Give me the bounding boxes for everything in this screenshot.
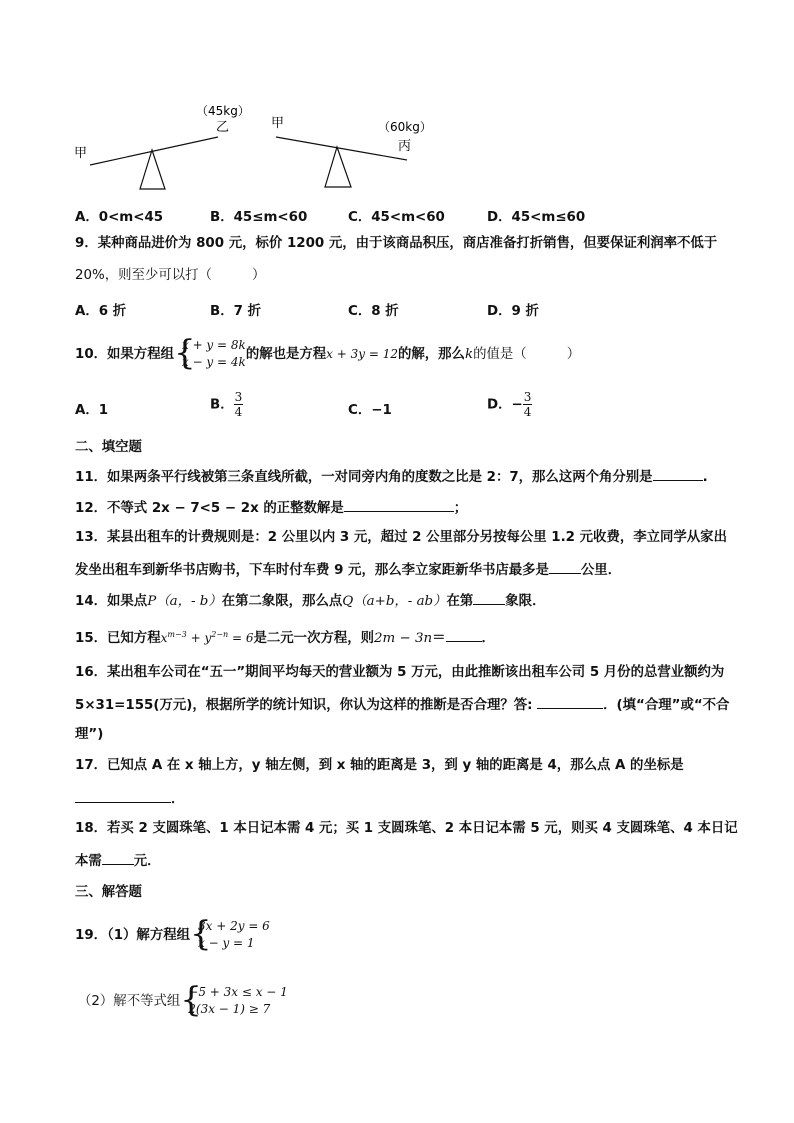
q9-line2: 20%，则至少可以打（ ） [75, 268, 266, 283]
q15-equation [161, 631, 254, 645]
fraction-denominator: 4 [523, 405, 532, 419]
q8-option-b: B．45≤m<60 [210, 210, 308, 225]
q10-suffix: 的值是（ ） [473, 347, 581, 362]
q10-eq2: x − y = 4k [181, 355, 246, 369]
q19-p1-eq2: x − y = 1 [198, 936, 255, 950]
q14-line [75, 590, 545, 612]
q16-line2-end: ．(填“合理”或“不合 [603, 698, 730, 713]
q11-text: 11．如果两条平行线被第三条直线所截，一对同旁内角的度数之比是 2：7，那么这两个角分别是 [75, 470, 653, 485]
q11-answer-blank[interactable] [653, 466, 703, 481]
q19-p2-eq1: −5 + 3x ≤ x − 1 [188, 985, 288, 999]
q11-end: . [702, 470, 708, 485]
fraction-numerator: 3 [234, 390, 243, 404]
q15-end2: ． [481, 631, 495, 646]
q15-mid: 是二元一次方程，则 [253, 631, 375, 646]
q13-line2-end: 公里． [580, 563, 622, 578]
q15-prefix: 15．已知方程 [75, 631, 161, 646]
q15-answer-blank[interactable] [446, 627, 482, 642]
q13-line2-text: 发坐出租车到新华书店购书，下车时付车费 9 元，那么李立家距新华书店最多是 [75, 563, 549, 578]
q11-line [75, 466, 708, 488]
q15-exp2: 2−n [211, 630, 229, 639]
right-weight-label: （60kg） [378, 120, 432, 134]
section-solve-heading: 三、解答题 [75, 885, 142, 900]
q16-answer-blank[interactable] [537, 694, 603, 709]
left-weight-person: 乙 [216, 120, 230, 135]
q14-point-q: Q（a+b，- ab） [342, 594, 447, 609]
q19-part2 [78, 980, 288, 1020]
q14-answer-blank[interactable] [473, 590, 505, 605]
q15-var-y: + y [186, 631, 212, 645]
q16-line2 [75, 694, 729, 716]
q12-end: ； [453, 501, 468, 516]
q10-option-d-fraction [523, 390, 533, 419]
q10-option-c: C．−1 [348, 403, 392, 418]
q18-line2-prefix: 本需 [75, 854, 102, 869]
right-weight-person: 丙 [398, 139, 412, 154]
q15-line [75, 625, 495, 649]
q9-option-b: B．7 折 [210, 304, 261, 319]
left-weight-label: （45kg） [196, 104, 250, 118]
q8-option-d: D．45<m≤60 [487, 210, 586, 225]
left-beam [90, 137, 218, 165]
q16-line2-text: 5×31=155(万元)，根据所学的统计知识，你认为这样的推断是否合理？答: [75, 698, 533, 713]
q15-exp1: m−3 [167, 630, 187, 639]
q12-line [75, 497, 467, 519]
q12-text: 12．不等式 2x − 7<5 − 2x 的正整数解是 [75, 501, 344, 516]
fraction-numerator: 3 [523, 390, 532, 404]
q10-equation: x + 3y = 12 [326, 347, 398, 361]
q14-prefix: 14．如果点 [75, 594, 148, 609]
q17-answer-blank[interactable] [75, 788, 171, 803]
q14-mid: 在第二象限，那么点 [221, 594, 343, 609]
q16-line3: 理”) [75, 727, 104, 742]
q19-part2-prefix: （2）解不等式组 [78, 994, 181, 1009]
q9-option-d: D．9 折 [487, 304, 539, 319]
q14-point-p: P（a，- b） [147, 594, 222, 609]
q8-option-c: C．45<m<60 [348, 210, 445, 225]
q19-part1-prefix: 19．（1）解方程组 [75, 928, 190, 943]
q10-option-d [487, 390, 532, 419]
right-person-label: 甲 [271, 116, 285, 131]
brace-icon: { [173, 333, 196, 373]
q10-stem [75, 333, 581, 373]
q19-part2-system [180, 980, 288, 1020]
q19-p2-eq2: 2(3x − 1) ≥ 7 [188, 1002, 271, 1016]
right-beam [276, 137, 407, 160]
q10-k: k [464, 347, 474, 362]
q18-line2 [75, 850, 161, 872]
q8-option-a: A．0<m<45 [75, 210, 164, 225]
right-fulcrum [325, 147, 351, 187]
q14-end: 象限． [505, 594, 546, 609]
q17-line2 [75, 788, 184, 810]
q15-end: ＝ [432, 631, 446, 646]
q12-answer-blank[interactable] [344, 497, 454, 512]
balance-figure [0, 95, 794, 295]
q9-option-c: C．8 折 [348, 304, 399, 319]
q10-prefix: 10．如果方程组 [75, 347, 174, 362]
q16-line1: 16．某出租车公司在“五一”期间平均每天的营业额为 5 万元，由此推断该出租车公司 5 月份的总营业额约为 [75, 665, 725, 680]
q10-mid: 的解也是方程 [245, 347, 327, 362]
q14-mid2: 在第 [446, 594, 474, 609]
q17-line2-end: ． [171, 792, 185, 807]
q10-option-b-prefix: B． [210, 397, 234, 413]
brace-icon: { [180, 980, 202, 1020]
q15-expr: 2m − 3n [374, 631, 433, 646]
q10-option-b [210, 390, 243, 419]
q15-eq-end: = 6 [228, 631, 254, 645]
q13-answer-blank[interactable] [549, 559, 581, 574]
q19-part1-system [190, 914, 270, 954]
q17-line1: 17．已知点 A 在 x 轴上方，y 轴左侧，到 x 轴的距离是 3，到 y 轴的距离是 4，那么点 A 的坐标是 [75, 758, 684, 773]
q10-option-d-prefix: D．− [487, 397, 523, 413]
q10-system [173, 333, 246, 373]
left-person-label: 甲 [74, 146, 88, 161]
q9-line1: 9．某种商品进价为 800 元，标价 1200 元，由于该商品积压，商店准备打折销售，但要保证利润率不低于 [75, 236, 718, 251]
q18-line1: 18．若买 2 支圆珠笔、1 本日记本需 4 元；买 1 支圆珠笔、2 本日记本需 5 元，则买 4 支圆珠笔、4 本日记 [75, 821, 738, 836]
q19-part1 [75, 914, 270, 954]
q19-p1-eq1: 3x + 2y = 6 [198, 919, 270, 933]
q15-var-x: x [160, 631, 168, 645]
section-fill-in-heading: 二、填空题 [75, 440, 142, 455]
q13-line2 [75, 559, 621, 581]
q18-answer-blank[interactable] [102, 850, 134, 865]
q10-mid2: 的解，那么 [397, 347, 465, 362]
fraction-denominator: 4 [234, 405, 243, 419]
left-fulcrum [140, 150, 165, 189]
q10-option-a: A．1 [75, 403, 109, 418]
q10-eq1: x + y = 8k [181, 338, 246, 352]
brace-icon: { [190, 914, 212, 954]
q9-option-a: A．6 折 [75, 304, 127, 319]
q13-line1: 13．某县出租车的计费规则是：2 公里以内 3 元，超过 2 公里部分另按每公里 1.2 元收费，李立同学从家出 [75, 530, 727, 545]
q18-line2-end: 元． [133, 854, 161, 869]
q10-option-b-fraction [234, 390, 244, 419]
